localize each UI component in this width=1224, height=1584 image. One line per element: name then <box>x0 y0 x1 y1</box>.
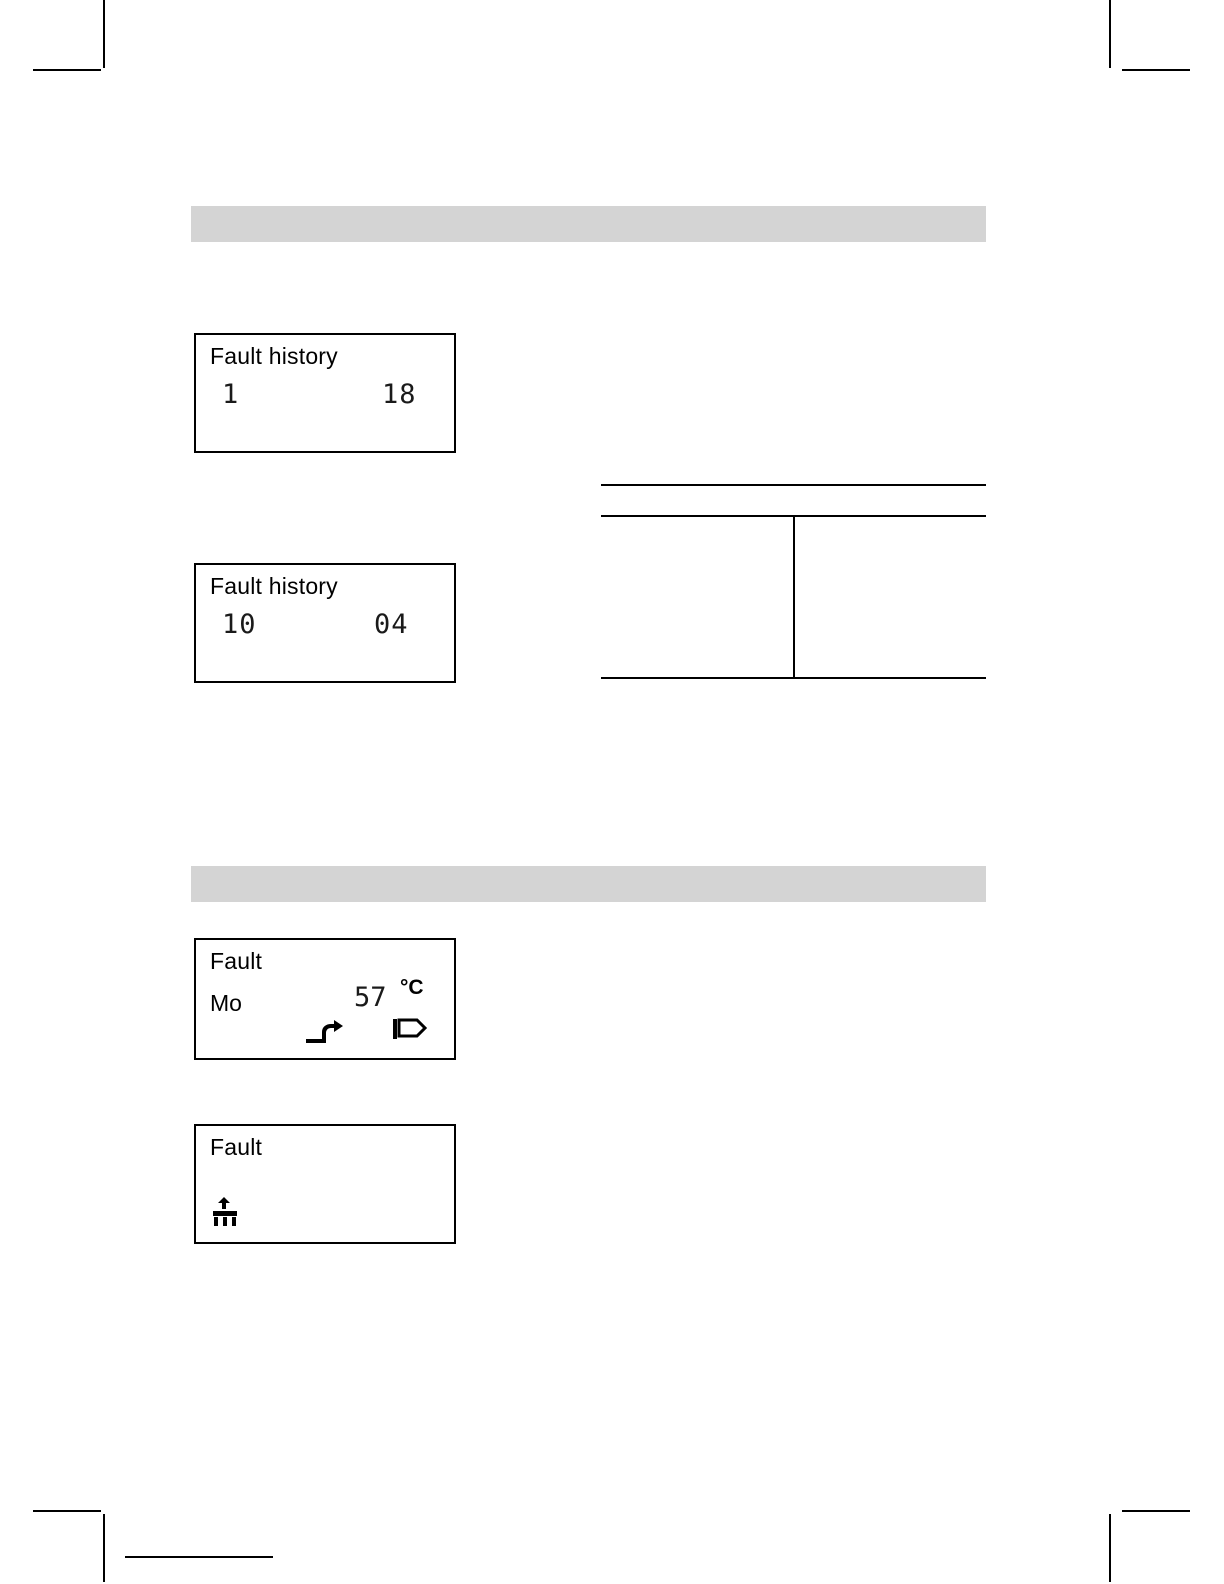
crop-mark-bottom-right-horizontal <box>1122 1510 1190 1512</box>
temperature-unit: °C <box>400 976 424 999</box>
fault-code-value: 04 <box>374 609 409 640</box>
flag-icon <box>392 1016 428 1047</box>
crop-mark-top-right-vertical <box>1109 0 1111 68</box>
lcd-display-fault-burner <box>194 1124 456 1244</box>
crop-mark-top-right-horizontal <box>1122 69 1190 71</box>
lcd-title: Fault <box>210 1134 263 1160</box>
burner-icon <box>210 1196 240 1233</box>
section-heading-bar-2 <box>191 866 986 902</box>
temperature-value: 57 <box>354 982 387 1013</box>
fault-code-value: 18 <box>382 379 417 410</box>
table-top-rule <box>601 484 986 486</box>
crop-mark-top-left-horizontal <box>33 69 101 71</box>
lcd-title: Fault history <box>210 343 338 369</box>
table-bottom-rule <box>601 677 986 679</box>
section-heading-bar-1 <box>191 206 986 242</box>
weekday-label: Mo <box>210 990 242 1016</box>
crop-mark-bottom-left-horizontal <box>33 1510 101 1512</box>
crop-mark-top-left-vertical <box>103 0 105 68</box>
lcd-display-fault-history-1 <box>194 333 456 453</box>
lcd-title: Fault history <box>210 573 338 599</box>
crop-mark-bottom-right-vertical <box>1109 1514 1111 1582</box>
lcd-display-fault-status <box>194 938 456 1060</box>
reference-table <box>601 484 986 679</box>
lcd-title: Fault <box>210 948 263 974</box>
crop-mark-bottom-left-vertical <box>103 1514 105 1582</box>
fault-index-value: 1 <box>222 379 240 410</box>
footer-rule <box>125 1556 273 1558</box>
fault-index-value: 10 <box>222 609 257 640</box>
tap-icon <box>304 1018 344 1049</box>
table-column-divider <box>793 515 795 677</box>
lcd-display-fault-history-2 <box>194 563 456 683</box>
